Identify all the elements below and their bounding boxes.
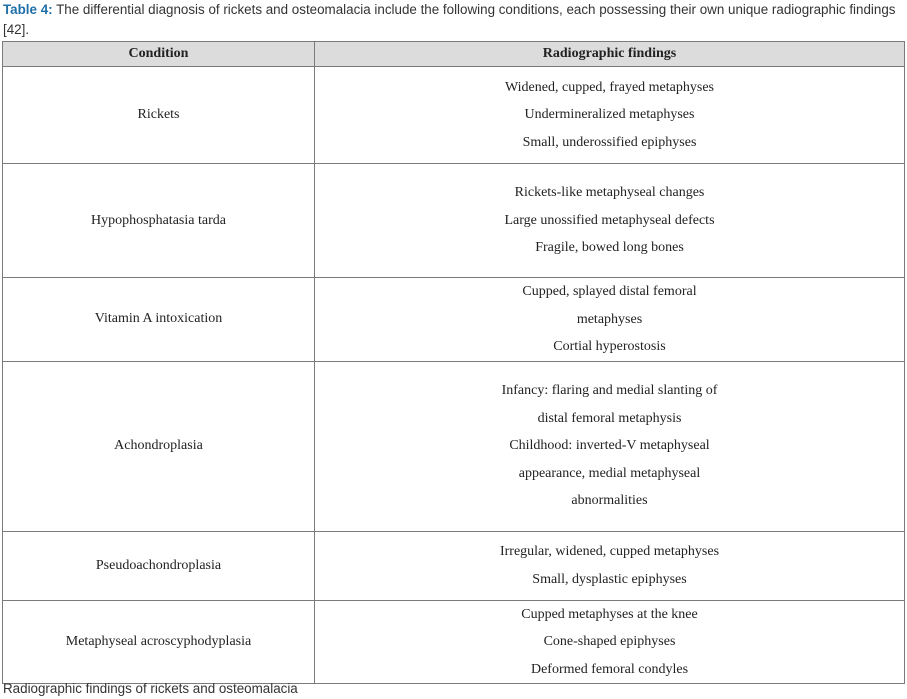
finding-line: Fragile, bowed long bones bbox=[535, 240, 684, 256]
table-footnote: Radiographic findings of rickets and osteomalacia bbox=[3, 681, 298, 696]
condition-cell: Pseudoachondroplasia bbox=[3, 531, 315, 600]
table-row bbox=[3, 67, 905, 164]
finding-line: Irregular, widened, cupped metaphyses bbox=[499, 544, 720, 559]
table-row bbox=[3, 600, 905, 684]
finding-line: Cupped, splayed distal femoral bbox=[522, 284, 697, 299]
table-header-row bbox=[3, 42, 905, 67]
header-condition: Condition bbox=[3, 42, 315, 67]
table-row bbox=[3, 164, 905, 278]
table-body bbox=[3, 67, 905, 684]
finding-line: appearance, medial metaphyseal bbox=[518, 465, 701, 481]
condition-cell: Hypophosphatasia tarda bbox=[3, 164, 315, 278]
findings-cell bbox=[315, 164, 905, 278]
findings-cell bbox=[315, 531, 905, 600]
findings-cell bbox=[315, 67, 905, 164]
differential-diagnosis-table bbox=[2, 41, 905, 684]
finding-line: abnormalities bbox=[571, 493, 648, 509]
header-radiographic-findings: Radiographic findings bbox=[315, 42, 905, 67]
finding-line: metaphyses bbox=[576, 311, 643, 327]
finding-line: Small, dysplastic epiphyses bbox=[532, 571, 687, 587]
finding-line: Rickets-like metaphyseal changes bbox=[514, 185, 705, 201]
finding-line: Large unossified metaphyseal defects bbox=[504, 212, 715, 228]
finding-line: Cone-shaped epiphyses bbox=[543, 634, 676, 649]
finding-line: Infancy: flaring and medial slanting of bbox=[501, 383, 718, 399]
findings-cell bbox=[315, 278, 905, 362]
table-caption bbox=[3, 0, 905, 40]
table-caption-label: Table 4: bbox=[3, 2, 53, 17]
table-row bbox=[3, 531, 905, 600]
finding-line: Cortial hyperostosis bbox=[553, 339, 666, 354]
finding-line: Widened, cupped, frayed metaphyses bbox=[505, 79, 714, 95]
findings-cell bbox=[315, 361, 905, 531]
table-row bbox=[3, 278, 905, 362]
finding-line: Cupped metaphyses at the knee bbox=[521, 606, 698, 622]
condition-cell: Metaphyseal acroscyphodyplasia bbox=[3, 600, 315, 684]
finding-line: Small, underossified epiphyses bbox=[522, 134, 697, 150]
table-caption-text: The differential diagnosis of rickets and osteomalacia include the following conditions, each possessing their own unique radiographic findings [42]. bbox=[3, 2, 896, 37]
table-row bbox=[3, 361, 905, 531]
finding-line: distal femoral metaphysis bbox=[537, 410, 682, 426]
finding-line: Deformed femoral condyles bbox=[530, 661, 689, 677]
condition-cell: Vitamin A intoxication bbox=[3, 278, 315, 362]
findings-cell bbox=[315, 600, 905, 684]
condition-cell: Rickets bbox=[3, 67, 315, 164]
finding-line: Undermineralized metaphyses bbox=[524, 107, 695, 123]
finding-line: Childhood: inverted-V metaphyseal bbox=[509, 438, 710, 454]
condition-cell: Achondroplasia bbox=[3, 361, 315, 531]
